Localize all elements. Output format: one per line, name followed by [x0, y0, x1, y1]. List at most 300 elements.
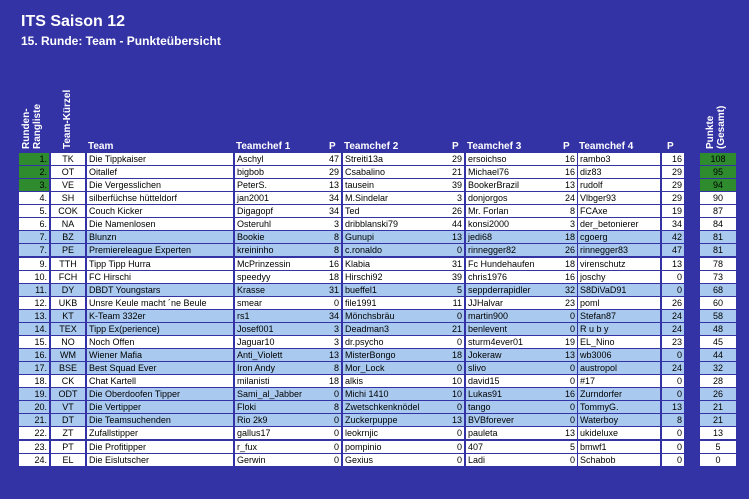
cell-rank: 3.: [19, 179, 49, 191]
cell-p4: 0: [662, 271, 684, 283]
cell-code: DT: [51, 414, 85, 426]
cell-tc4: Zurndorfer: [578, 388, 660, 400]
cell-p2: 26: [446, 205, 464, 217]
cell-p3: 26: [557, 244, 577, 256]
cell-total: 108: [700, 153, 736, 165]
page-title: ITS Saison 12: [21, 13, 126, 30]
cell-total: 28: [700, 375, 736, 387]
cell-p3: 16: [557, 153, 577, 165]
cell-tc3: sturm4ever01: [466, 336, 557, 348]
table-row: [0, 270, 749, 283]
header-total: Punkte (Gesamt): [705, 105, 727, 149]
table-row: [0, 440, 749, 453]
cell-tc2: dribblanski79: [343, 218, 446, 230]
cell-code: TEX: [51, 323, 85, 335]
cell-code: FCH: [51, 271, 85, 283]
cell-p1: 18: [323, 271, 341, 283]
cell-p3: 5: [557, 441, 577, 453]
cell-tc2: Michi 1410: [343, 388, 446, 400]
cell-tc1: Iron Andy: [235, 362, 323, 374]
cell-p2: 0: [446, 401, 464, 413]
cell-total: 5: [700, 441, 736, 453]
cell-p4: 26: [662, 297, 684, 309]
cell-tc3: tango: [466, 401, 557, 413]
cell-tc4: R u b y: [578, 323, 660, 335]
cell-total: 81: [700, 231, 736, 243]
cell-total: 58: [700, 310, 736, 322]
cell-tc2: file1991: [343, 297, 446, 309]
cell-tc1: r_fux: [235, 441, 323, 453]
cell-tc1: kreininho: [235, 244, 323, 256]
cell-tc3: JJHalvar: [466, 297, 557, 309]
cell-tc1: McPrinzessin: [235, 258, 323, 270]
cell-p3: 0: [557, 401, 577, 413]
cell-p1: 3: [323, 323, 341, 335]
cell-team: Oitallef: [87, 166, 233, 178]
cell-p4: 0: [662, 284, 684, 296]
cell-team: FC Hirschi: [87, 271, 233, 283]
header-p1: P: [329, 141, 336, 152]
cell-p2: 0: [446, 336, 464, 348]
cell-p4: 0: [662, 454, 684, 466]
cell-tc3: martin900: [466, 310, 557, 322]
cell-total: 26: [700, 388, 736, 400]
cell-p2: 0: [446, 441, 464, 453]
cell-team: Chat Kartell: [87, 375, 233, 387]
cell-code: VE: [51, 179, 85, 191]
cell-tc2: Mor_Lock: [343, 362, 446, 374]
cell-rank: 5.: [19, 205, 49, 217]
cell-p1: 3: [323, 336, 341, 348]
cell-p2: 21: [446, 166, 464, 178]
cell-p3: 13: [557, 179, 577, 191]
cell-p4: 8: [662, 414, 684, 426]
table-row: [0, 413, 749, 426]
cell-tc3: Mr. Forlan: [466, 205, 557, 217]
cell-p2: 13: [446, 231, 464, 243]
cell-tc2: M.Sindelar: [343, 192, 446, 204]
cell-code: ZT: [51, 427, 85, 439]
cell-team: Tipp Ex(perience): [87, 323, 233, 335]
table-row: [0, 453, 749, 466]
cell-p3: 23: [557, 297, 577, 309]
cell-total: 73: [700, 271, 736, 283]
cell-tc4: S8DiVaD91: [578, 284, 660, 296]
cell-tc1: rs1: [235, 310, 323, 322]
table-row: [0, 230, 749, 243]
cell-p3: 24: [557, 192, 577, 204]
cell-p2: 18: [446, 349, 464, 361]
cell-code: ODT: [51, 388, 85, 400]
header-tc3: Teamchef 3: [467, 141, 522, 152]
cell-p4: 47: [662, 244, 684, 256]
header-code: Team-Kürzel: [62, 89, 73, 149]
cell-p2: 3: [446, 192, 464, 204]
cell-p3: 8: [557, 205, 577, 217]
table-row: [0, 309, 749, 322]
cell-rank: 12.: [19, 297, 49, 309]
table-row: [0, 217, 749, 230]
cell-tc1: Gerwin: [235, 454, 323, 466]
cell-tc3: Jokeraw: [466, 349, 557, 361]
cell-code: BSE: [51, 362, 85, 374]
cell-tc1: Digagopf: [235, 205, 323, 217]
cell-tc1: Bookie: [235, 231, 323, 243]
cell-tc4: rambo3: [578, 153, 660, 165]
cell-p4: 13: [662, 401, 684, 413]
cell-team: Die Namenlosen: [87, 218, 233, 230]
cell-tc4: wb3006: [578, 349, 660, 361]
cell-p1: 29: [323, 166, 341, 178]
cell-rank: 23.: [19, 441, 49, 453]
cell-p2: 39: [446, 179, 464, 191]
table-row: [0, 165, 749, 178]
cell-tc3: BookerBrazil: [466, 179, 557, 191]
table-row: [0, 400, 749, 413]
cell-rank: 1.: [19, 153, 49, 165]
cell-p2: 39: [446, 271, 464, 283]
page-subtitle: 15. Runde: Team - Punkteübersicht: [21, 34, 221, 48]
cell-tc1: bigbob: [235, 166, 323, 178]
cell-rank: 24.: [19, 454, 49, 466]
cell-code: UKB: [51, 297, 85, 309]
cell-p1: 8: [323, 362, 341, 374]
cell-tc4: ukideluxe: [578, 427, 660, 439]
cell-tc4: Schabob: [578, 454, 660, 466]
cell-tc3: donjorgos: [466, 192, 557, 204]
cell-p3: 13: [557, 427, 577, 439]
cell-p3: 18: [557, 258, 577, 270]
cell-tc3: 407: [466, 441, 557, 453]
cell-p3: 3: [557, 218, 577, 230]
cell-team: Tipp Tipp Hurra: [87, 258, 233, 270]
cell-tc3: david15: [466, 375, 557, 387]
cell-tc2: c.ronaldo: [343, 244, 446, 256]
cell-total: 68: [700, 284, 736, 296]
cell-rank: 13.: [19, 310, 49, 322]
cell-tc3: jedi68: [466, 231, 557, 243]
cell-team: silberfüchse hütteldorf: [87, 192, 233, 204]
cell-code: KT: [51, 310, 85, 322]
cell-p1: 13: [323, 349, 341, 361]
cell-total: 87: [700, 205, 736, 217]
cell-total: 81: [700, 244, 736, 256]
cell-p3: 16: [557, 271, 577, 283]
cell-tc1: Aschyl: [235, 153, 323, 165]
cell-p2: 0: [446, 244, 464, 256]
cell-rank: 7.: [19, 231, 49, 243]
cell-tc2: pompinio: [343, 441, 446, 453]
cell-p4: 29: [662, 179, 684, 191]
cell-p2: 21: [446, 323, 464, 335]
cell-tc4: TommyG.: [578, 401, 660, 413]
cell-p3: 0: [557, 375, 577, 387]
cell-tc4: rinnegger83: [578, 244, 660, 256]
cell-p1: 13: [323, 179, 341, 191]
cell-tc2: dr.psycho: [343, 336, 446, 348]
table-row: [0, 322, 749, 335]
cell-p4: 24: [662, 362, 684, 374]
cell-p1: 0: [323, 427, 341, 439]
cell-p2: 0: [446, 454, 464, 466]
table-row: [0, 191, 749, 204]
table-row: [0, 178, 749, 191]
cell-tc3: Ladi: [466, 454, 557, 466]
table-row: [0, 257, 749, 270]
cell-rank: 19.: [19, 388, 49, 400]
cell-tc4: Stefan87: [578, 310, 660, 322]
cell-code: EL: [51, 454, 85, 466]
cell-total: 13: [700, 427, 736, 439]
cell-p4: 23: [662, 336, 684, 348]
cell-tc2: Csabalino: [343, 166, 446, 178]
cell-total: 45: [700, 336, 736, 348]
cell-tc3: rinnegger82: [466, 244, 557, 256]
cell-tc4: diz83: [578, 166, 660, 178]
cell-p2: 10: [446, 388, 464, 400]
cell-tc2: Klabia: [343, 258, 446, 270]
table-row: [0, 426, 749, 439]
cell-total: 94: [700, 179, 736, 191]
cell-team: Best Squad Ever: [87, 362, 233, 374]
cell-p3: 0: [557, 454, 577, 466]
cell-team: Die Eislutscher: [87, 454, 233, 466]
cell-p1: 0: [323, 388, 341, 400]
cell-p1: 8: [323, 231, 341, 243]
header-tc2: Teamchef 2: [344, 141, 399, 152]
cell-total: 0: [700, 454, 736, 466]
cell-team: Premiereleague Experten: [87, 244, 233, 256]
cell-p2: 0: [446, 427, 464, 439]
cell-tc3: Michael76: [466, 166, 557, 178]
cell-tc1: speedyy: [235, 271, 323, 283]
cell-p2: 44: [446, 218, 464, 230]
cell-rank: 16.: [19, 349, 49, 361]
cell-tc4: bmwf1: [578, 441, 660, 453]
cell-code: NO: [51, 336, 85, 348]
table-row: [0, 296, 749, 309]
table-row: [0, 283, 749, 296]
cell-tc1: Sami_al_Jabber: [235, 388, 323, 400]
cell-tc4: EL_Nino: [578, 336, 660, 348]
cell-tc4: FCAxe: [578, 205, 660, 217]
cell-p1: 47: [323, 153, 341, 165]
table-row: [0, 387, 749, 400]
cell-tc4: der_betonierer: [578, 218, 660, 230]
cell-tc2: MisterBongo: [343, 349, 446, 361]
cell-tc4: austropol: [578, 362, 660, 374]
cell-tc1: milanisti: [235, 375, 323, 387]
cell-tc4: virenschutz: [578, 258, 660, 270]
header-p2: P: [452, 141, 459, 152]
cell-p1: 34: [323, 192, 341, 204]
cell-tc2: Streiti13a: [343, 153, 446, 165]
cell-tc1: gallus17: [235, 427, 323, 439]
cell-total: 60: [700, 297, 736, 309]
cell-team: Die Tippkaiser: [87, 153, 233, 165]
cell-p4: 24: [662, 310, 684, 322]
cell-rank: 10.: [19, 271, 49, 283]
cell-team: Die Teamsuchenden: [87, 414, 233, 426]
cell-p1: 8: [323, 401, 341, 413]
cell-rank: 15.: [19, 336, 49, 348]
cell-tc3: Fc Hundehaufen: [466, 258, 557, 270]
cell-tc2: Zwetschkenknödel: [343, 401, 446, 413]
cell-tc3: seppderrapidler: [466, 284, 557, 296]
cell-tc2: Gunupi: [343, 231, 446, 243]
cell-p3: 32: [557, 284, 577, 296]
cell-tc4: rudolf: [578, 179, 660, 191]
cell-total: 95: [700, 166, 736, 178]
cell-rank: 18.: [19, 375, 49, 387]
cell-team: Die Vertipper: [87, 401, 233, 413]
cell-total: 84: [700, 218, 736, 230]
cell-p2: 5: [446, 284, 464, 296]
cell-p3: 13: [557, 349, 577, 361]
cell-rank: 6.: [19, 218, 49, 230]
cell-p1: 34: [323, 205, 341, 217]
cell-p2: 11: [446, 297, 464, 309]
cell-rank: 11.: [19, 284, 49, 296]
cell-p2: 31: [446, 258, 464, 270]
cell-rank: 22.: [19, 427, 49, 439]
cell-rank: 20.: [19, 401, 49, 413]
cell-p4: 0: [662, 427, 684, 439]
cell-tc3: benlevent: [466, 323, 557, 335]
cell-p1: 8: [323, 244, 341, 256]
cell-p4: 16: [662, 153, 684, 165]
table-row: [0, 243, 749, 256]
cell-p4: 34: [662, 218, 684, 230]
cell-tc3: slivo: [466, 362, 557, 374]
cell-tc4: #17: [578, 375, 660, 387]
cell-rank: 4.: [19, 192, 49, 204]
cell-rank: 2.: [19, 166, 49, 178]
cell-rank: 14.: [19, 323, 49, 335]
cell-tc4: Waterboy: [578, 414, 660, 426]
cell-p2: 0: [446, 362, 464, 374]
cell-total: 78: [700, 258, 736, 270]
cell-p1: 0: [323, 297, 341, 309]
cell-team: Unsre Keule macht ´ne Beule: [87, 297, 233, 309]
cell-tc1: Josef001: [235, 323, 323, 335]
cell-p1: 3: [323, 218, 341, 230]
cell-tc3: konsi2000: [466, 218, 557, 230]
cell-code: NA: [51, 218, 85, 230]
cell-p3: 0: [557, 323, 577, 335]
cell-tc1: Floki: [235, 401, 323, 413]
cell-tc4: joschy: [578, 271, 660, 283]
cell-tc2: Mönchsbräu: [343, 310, 446, 322]
cell-tc2: Hirschi92: [343, 271, 446, 283]
table-row: [0, 361, 749, 374]
cell-tc4: poml: [578, 297, 660, 309]
cell-tc4: cgoerg: [578, 231, 660, 243]
table-row: [0, 152, 749, 165]
cell-tc1: Krasse: [235, 284, 323, 296]
cell-team: K-Team 332er: [87, 310, 233, 322]
cell-p1: 31: [323, 284, 341, 296]
table-row: [0, 204, 749, 217]
cell-p1: 0: [323, 441, 341, 453]
cell-p4: 42: [662, 231, 684, 243]
table-row: [0, 348, 749, 361]
cell-p1: 0: [323, 454, 341, 466]
cell-team: Die Profitipper: [87, 441, 233, 453]
cell-tc4: Vlbger93: [578, 192, 660, 204]
header-p3: P: [563, 141, 570, 152]
cell-tc2: Zuckerpuppe: [343, 414, 446, 426]
header-p4: P: [667, 141, 674, 152]
cell-tc2: alkis: [343, 375, 446, 387]
cell-tc1: PeterS.: [235, 179, 323, 191]
cell-tc1: smear: [235, 297, 323, 309]
cell-total: 44: [700, 349, 736, 361]
cell-tc3: Lukas91: [466, 388, 557, 400]
cell-tc1: Rio 2k9: [235, 414, 323, 426]
cell-tc3: BVBforever: [466, 414, 557, 426]
cell-p3: 0: [557, 310, 577, 322]
cell-code: CK: [51, 375, 85, 387]
cell-tc1: Osteruhl: [235, 218, 323, 230]
cell-team: Wiener Mafia: [87, 349, 233, 361]
cell-tc3: pauleta: [466, 427, 557, 439]
cell-total: 21: [700, 401, 736, 413]
header-rank: Runden- Rangliste: [21, 103, 43, 149]
header-tc4: Teamchef 4: [579, 141, 634, 152]
cell-total: 90: [700, 192, 736, 204]
cell-tc3: ersoichso: [466, 153, 557, 165]
cell-p3: 16: [557, 166, 577, 178]
header-tc1: Teamchef 1: [236, 141, 291, 152]
cell-team: DBDT Youngstars: [87, 284, 233, 296]
cell-tc2: tausein: [343, 179, 446, 191]
cell-p2: 10: [446, 375, 464, 387]
cell-code: OT: [51, 166, 85, 178]
cell-tc3: chris1976: [466, 271, 557, 283]
cell-team: Die Vergesslichen: [87, 179, 233, 191]
cell-total: 48: [700, 323, 736, 335]
cell-team: Blunzn: [87, 231, 233, 243]
table-row: [0, 335, 749, 348]
cell-tc2: bueffel1: [343, 284, 446, 296]
cell-tc2: Gexius: [343, 454, 446, 466]
cell-team: Noch Offen: [87, 336, 233, 348]
cell-p3: 0: [557, 414, 577, 426]
cell-p1: 16: [323, 258, 341, 270]
header-team: Team: [88, 141, 114, 152]
cell-tc1: jan2001: [235, 192, 323, 204]
cell-p4: 0: [662, 349, 684, 361]
cell-team: Couch Kicker: [87, 205, 233, 217]
cell-p3: 0: [557, 362, 577, 374]
cell-code: TK: [51, 153, 85, 165]
cell-rank: 21.: [19, 414, 49, 426]
cell-p2: 13: [446, 414, 464, 426]
cell-p3: 18: [557, 231, 577, 243]
cell-team: Die Oberdoofen Tipper: [87, 388, 233, 400]
cell-p1: 0: [323, 414, 341, 426]
cell-tc2: leokrnjic: [343, 427, 446, 439]
cell-p4: 13: [662, 258, 684, 270]
cell-p4: 29: [662, 192, 684, 204]
cell-total: 21: [700, 414, 736, 426]
cell-rank: 17.: [19, 362, 49, 374]
cell-p4: 29: [662, 166, 684, 178]
cell-tc1: Anti_Violett: [235, 349, 323, 361]
cell-p1: 18: [323, 375, 341, 387]
cell-p2: 0: [446, 310, 464, 322]
